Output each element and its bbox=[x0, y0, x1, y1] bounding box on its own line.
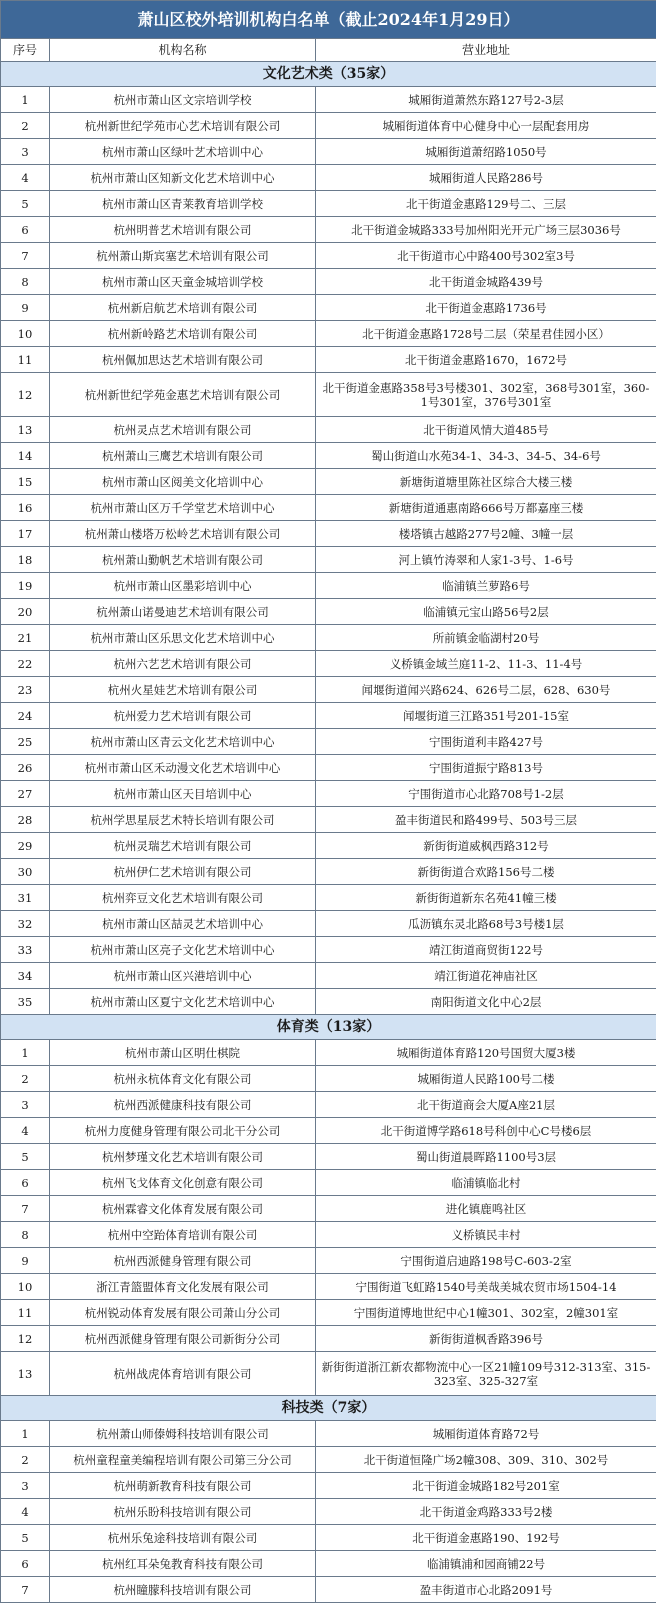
institution-name: 杭州萧山诺曼迪艺术培训有限公司 bbox=[50, 599, 316, 625]
institution-name: 杭州市萧山区绿叶艺术培训中心 bbox=[50, 139, 316, 165]
row-number: 10 bbox=[1, 1274, 50, 1300]
row-number: 35 bbox=[1, 989, 50, 1015]
institution-name: 杭州新岭路艺术培训有限公司 bbox=[50, 321, 316, 347]
institution-name: 杭州市萧山区青云文化艺术培训中心 bbox=[50, 729, 316, 755]
table-row bbox=[1, 1222, 656, 1248]
business-address: 闻堰街道闻兴路624、626号二层，628、630号 bbox=[316, 677, 656, 703]
table-row bbox=[1, 217, 656, 243]
row-number: 14 bbox=[1, 443, 50, 469]
business-address: 靖江街道商贸街122号 bbox=[316, 937, 656, 963]
section-row bbox=[1, 1396, 656, 1421]
section-row bbox=[1, 62, 656, 87]
row-number: 7 bbox=[1, 1577, 50, 1603]
business-address: 北干街道金城路182号201室 bbox=[316, 1473, 656, 1499]
institution-name: 杭州萧山楼塔万松岭艺术培训有限公司 bbox=[50, 521, 316, 547]
table-row bbox=[1, 139, 656, 165]
row-number: 9 bbox=[1, 1248, 50, 1274]
business-address: 新塘街道塘里陈社区综合大楼三楼 bbox=[316, 469, 656, 495]
institution-name: 杭州市萧山区夏宁文化艺术培训中心 bbox=[50, 989, 316, 1015]
business-address: 北干街道金惠路129号二、三层 bbox=[316, 191, 656, 217]
row-number: 4 bbox=[1, 165, 50, 191]
institution-name: 杭州六艺艺术培训有限公司 bbox=[50, 651, 316, 677]
table-row bbox=[1, 1447, 656, 1473]
table-row bbox=[1, 1300, 656, 1326]
section-row bbox=[1, 1015, 656, 1040]
row-number: 34 bbox=[1, 963, 50, 989]
row-number: 12 bbox=[1, 373, 50, 417]
row-number: 11 bbox=[1, 347, 50, 373]
table-row bbox=[1, 989, 656, 1015]
business-address: 蜀山街道山水苑34-1、34-3、34-5、34-6号 bbox=[316, 443, 656, 469]
business-address: 宁围街道博地世纪中心1幢301、302室，2幢301室 bbox=[316, 1300, 656, 1326]
business-address: 所前镇金临湖村20号 bbox=[316, 625, 656, 651]
row-number: 12 bbox=[1, 1326, 50, 1352]
institution-name: 杭州乐盼科技培训有限公司 bbox=[50, 1499, 316, 1525]
table-row bbox=[1, 1499, 656, 1525]
business-address: 城厢街道萧绍路1050号 bbox=[316, 139, 656, 165]
business-address: 北干街道金惠路1736号 bbox=[316, 295, 656, 321]
table-row bbox=[1, 1040, 656, 1066]
row-number: 3 bbox=[1, 1473, 50, 1499]
business-address: 临浦镇元宝山路56号2层 bbox=[316, 599, 656, 625]
institution-name: 杭州红耳朵兔教育科技有限公司 bbox=[50, 1551, 316, 1577]
row-number: 20 bbox=[1, 599, 50, 625]
business-address: 盈丰街道民和路499号、503号三层 bbox=[316, 807, 656, 833]
business-address: 宁围街道启迪路198号C-603-2室 bbox=[316, 1248, 656, 1274]
business-address: 河上镇竹涛翠和人家1-3号、1-6号 bbox=[316, 547, 656, 573]
institution-name: 杭州弈豆文化艺术培训有限公司 bbox=[50, 885, 316, 911]
table-row bbox=[1, 599, 656, 625]
institution-name: 杭州市萧山区万千学堂艺术培训中心 bbox=[50, 495, 316, 521]
table-row bbox=[1, 833, 656, 859]
institution-name: 杭州市萧山区墨彩培训中心 bbox=[50, 573, 316, 599]
table-row bbox=[1, 1525, 656, 1551]
row-number: 22 bbox=[1, 651, 50, 677]
institution-name: 杭州市萧山区兴港培训中心 bbox=[50, 963, 316, 989]
business-address: 宁围街道市心北路708号1-2层 bbox=[316, 781, 656, 807]
table-row bbox=[1, 1326, 656, 1352]
table-row bbox=[1, 963, 656, 989]
row-number: 7 bbox=[1, 1196, 50, 1222]
business-address: 城厢街道人民路286号 bbox=[316, 165, 656, 191]
row-number: 3 bbox=[1, 139, 50, 165]
institution-name: 杭州西派健身管理有限公司新街分公司 bbox=[50, 1326, 316, 1352]
row-number: 30 bbox=[1, 859, 50, 885]
institution-name: 杭州瞳朦科技培训有限公司 bbox=[50, 1577, 316, 1603]
table-row bbox=[1, 703, 656, 729]
institution-name: 杭州新启航艺术培训有限公司 bbox=[50, 295, 316, 321]
business-address: 新街街道新东名苑41幢三楼 bbox=[316, 885, 656, 911]
table-row bbox=[1, 1196, 656, 1222]
business-address: 义桥镇民丰村 bbox=[316, 1222, 656, 1248]
institution-name: 浙江青篮盟体育文化发展有限公司 bbox=[50, 1274, 316, 1300]
table-row bbox=[1, 417, 656, 443]
row-number: 13 bbox=[1, 417, 50, 443]
business-address: 楼塔镇古越路277号2幢、3幢一层 bbox=[316, 521, 656, 547]
business-address: 北干街道金惠路358号3号楼301、302室，368号301室，360-1号301室，376号301室 bbox=[316, 373, 656, 417]
institution-name: 杭州飞戈体育文化创意有限公司 bbox=[50, 1170, 316, 1196]
business-address: 城厢街道体育路72号 bbox=[316, 1421, 656, 1447]
table-row bbox=[1, 1092, 656, 1118]
table-row bbox=[1, 1421, 656, 1447]
institution-name: 杭州新世纪学苑市心艺术培训有限公司 bbox=[50, 113, 316, 139]
business-address: 进化镇鹿鸣社区 bbox=[316, 1196, 656, 1222]
row-number: 28 bbox=[1, 807, 50, 833]
table-row bbox=[1, 729, 656, 755]
row-number: 10 bbox=[1, 321, 50, 347]
institution-name: 杭州萧山勤帆艺术培训有限公司 bbox=[50, 547, 316, 573]
row-number: 8 bbox=[1, 269, 50, 295]
institution-name: 杭州市萧山区青莱教育培训学校 bbox=[50, 191, 316, 217]
business-address: 城厢街道体育路120号国贸大厦3楼 bbox=[316, 1040, 656, 1066]
business-address: 北干街道金城路333号加州阳光开元广场三层3036号 bbox=[316, 217, 656, 243]
institution-name: 杭州市萧山区明仕棋院 bbox=[50, 1040, 316, 1066]
business-address: 城厢街道萧然东路127号2-3层 bbox=[316, 87, 656, 113]
table-row bbox=[1, 443, 656, 469]
table-row bbox=[1, 1144, 656, 1170]
business-address: 北干街道博学路618号科创中心C号楼6层 bbox=[316, 1118, 656, 1144]
row-number: 24 bbox=[1, 703, 50, 729]
business-address: 临浦镇兰萝路6号 bbox=[316, 573, 656, 599]
institution-name: 杭州市萧山区喆灵艺术培训中心 bbox=[50, 911, 316, 937]
row-number: 4 bbox=[1, 1499, 50, 1525]
header-row bbox=[1, 39, 656, 62]
row-number: 4 bbox=[1, 1118, 50, 1144]
row-number: 9 bbox=[1, 295, 50, 321]
institution-name: 杭州火星娃艺术培训有限公司 bbox=[50, 677, 316, 703]
institution-name: 杭州中空跆体育培训有限公司 bbox=[50, 1222, 316, 1248]
business-address: 北干街道恒隆广场2幢308、309、310、302号 bbox=[316, 1447, 656, 1473]
institution-name: 杭州灵瑞艺术培训有限公司 bbox=[50, 833, 316, 859]
table-row bbox=[1, 113, 656, 139]
institution-name: 杭州学思星辰艺术特长培训有限公司 bbox=[50, 807, 316, 833]
table-row bbox=[1, 165, 656, 191]
business-address: 北干街道金城路439号 bbox=[316, 269, 656, 295]
institution-name: 杭州佩加思达艺术培训有限公司 bbox=[50, 347, 316, 373]
institution-name: 杭州战虎体育培训有限公司 bbox=[50, 1352, 316, 1396]
business-address: 南阳街道文化中心2层 bbox=[316, 989, 656, 1015]
table-row bbox=[1, 1248, 656, 1274]
table-row bbox=[1, 1352, 656, 1396]
institution-name: 杭州霖睿文化体育发展有限公司 bbox=[50, 1196, 316, 1222]
table-row bbox=[1, 781, 656, 807]
business-address: 瓜沥镇东灵北路68号3号楼1层 bbox=[316, 911, 656, 937]
table-row bbox=[1, 321, 656, 347]
institution-name: 杭州市萧山区亮子文化艺术培训中心 bbox=[50, 937, 316, 963]
institution-name: 杭州童程童美编程培训有限公司第三分公司 bbox=[50, 1447, 316, 1473]
business-address: 临浦镇临北村 bbox=[316, 1170, 656, 1196]
institution-name: 杭州永杭体育文化有限公司 bbox=[50, 1066, 316, 1092]
table-row bbox=[1, 807, 656, 833]
institution-name: 杭州市萧山区天目培训中心 bbox=[50, 781, 316, 807]
row-number: 2 bbox=[1, 1447, 50, 1473]
table-row bbox=[1, 373, 656, 417]
row-number: 16 bbox=[1, 495, 50, 521]
business-address: 宁围街道飞虹路1540号美哉美城农贸市场1504-14 bbox=[316, 1274, 656, 1300]
business-address: 新街街道威枫西路312号 bbox=[316, 833, 656, 859]
table-row bbox=[1, 885, 656, 911]
row-number: 1 bbox=[1, 87, 50, 113]
table-row bbox=[1, 87, 656, 113]
table-row bbox=[1, 1473, 656, 1499]
table-row bbox=[1, 243, 656, 269]
table-row bbox=[1, 269, 656, 295]
row-number: 27 bbox=[1, 781, 50, 807]
institution-name: 杭州明普艺术培训有限公司 bbox=[50, 217, 316, 243]
institution-name: 杭州西派健康科技有限公司 bbox=[50, 1092, 316, 1118]
table-row bbox=[1, 191, 656, 217]
table-row bbox=[1, 1551, 656, 1577]
table-row bbox=[1, 859, 656, 885]
table-row bbox=[1, 295, 656, 321]
table-row bbox=[1, 677, 656, 703]
row-number: 32 bbox=[1, 911, 50, 937]
row-number: 8 bbox=[1, 1222, 50, 1248]
row-number: 1 bbox=[1, 1040, 50, 1066]
row-number: 11 bbox=[1, 1300, 50, 1326]
institution-name: 杭州爱力艺术培训有限公司 bbox=[50, 703, 316, 729]
section-title: 体育类（13家） bbox=[1, 1015, 656, 1040]
institution-name: 杭州市萧山区阅美文化培训中心 bbox=[50, 469, 316, 495]
table-row bbox=[1, 521, 656, 547]
business-address: 新街街道枫香路396号 bbox=[316, 1326, 656, 1352]
business-address: 新街街道合欢路156号二楼 bbox=[316, 859, 656, 885]
institution-name: 杭州灵点艺术培训有限公司 bbox=[50, 417, 316, 443]
business-address: 北干街道商会大厦A座21层 bbox=[316, 1092, 656, 1118]
row-number: 23 bbox=[1, 677, 50, 703]
row-number: 26 bbox=[1, 755, 50, 781]
row-number: 17 bbox=[1, 521, 50, 547]
table-row bbox=[1, 1118, 656, 1144]
business-address: 城厢街道体育中心健身中心一层配套用房 bbox=[316, 113, 656, 139]
business-address: 北干街道风情大道485号 bbox=[316, 417, 656, 443]
row-number: 13 bbox=[1, 1352, 50, 1396]
business-address: 义桥镇金域兰庭11-2、11-3、11-4号 bbox=[316, 651, 656, 677]
institution-name: 杭州乐兔途科技培训有限公司 bbox=[50, 1525, 316, 1551]
table-row bbox=[1, 547, 656, 573]
table-row bbox=[1, 937, 656, 963]
row-number: 5 bbox=[1, 191, 50, 217]
table-row bbox=[1, 755, 656, 781]
business-address: 靖江街道花神庙社区 bbox=[316, 963, 656, 989]
business-address: 北干街道市心中路400号302室3号 bbox=[316, 243, 656, 269]
business-address: 宁围街道振宁路813号 bbox=[316, 755, 656, 781]
institution-name: 杭州萧山斯宾塞艺术培训有限公司 bbox=[50, 243, 316, 269]
institution-name: 杭州市萧山区禾动漫文化艺术培训中心 bbox=[50, 755, 316, 781]
institution-name: 杭州锐动体育发展有限公司萧山分公司 bbox=[50, 1300, 316, 1326]
row-number: 18 bbox=[1, 547, 50, 573]
business-address: 蜀山街道晨晖路1100号3层 bbox=[316, 1144, 656, 1170]
institution-name: 杭州萧山三鹰艺术培训有限公司 bbox=[50, 443, 316, 469]
row-number: 1 bbox=[1, 1421, 50, 1447]
business-address: 临浦镇浦和园商铺22号 bbox=[316, 1551, 656, 1577]
table-row bbox=[1, 651, 656, 677]
header-name: 机构名称 bbox=[50, 39, 316, 62]
row-number: 19 bbox=[1, 573, 50, 599]
row-number: 33 bbox=[1, 937, 50, 963]
institution-name: 杭州伊仁艺术培训有限公司 bbox=[50, 859, 316, 885]
institution-name: 杭州萧山师傣姆科技培训有限公司 bbox=[50, 1421, 316, 1447]
row-number: 31 bbox=[1, 885, 50, 911]
business-address: 北干街道金惠路1728号二层（荣星君佳园小区） bbox=[316, 321, 656, 347]
row-number: 5 bbox=[1, 1525, 50, 1551]
table-row bbox=[1, 347, 656, 373]
table-row bbox=[1, 469, 656, 495]
business-address: 新街街道浙江新农都物流中心一区21幢109号312-313室、315-323室、325-327室 bbox=[316, 1352, 656, 1396]
row-number: 6 bbox=[1, 1170, 50, 1196]
business-address: 北干街道金惠路190、192号 bbox=[316, 1525, 656, 1551]
business-address: 城厢街道人民路100号二楼 bbox=[316, 1066, 656, 1092]
institution-name: 杭州力度健身管理有限公司北干分公司 bbox=[50, 1118, 316, 1144]
institution-name: 杭州梦瑾文化艺术培训有限公司 bbox=[50, 1144, 316, 1170]
institution-name: 杭州新世纪学苑金惠艺术培训有限公司 bbox=[50, 373, 316, 417]
table-row bbox=[1, 1066, 656, 1092]
institution-name: 杭州萌新教育科技有限公司 bbox=[50, 1473, 316, 1499]
row-number: 6 bbox=[1, 1551, 50, 1577]
business-address: 新塘街道通惠南路666号万都嘉座三楼 bbox=[316, 495, 656, 521]
institution-name: 杭州市萧山区天童金城培训学校 bbox=[50, 269, 316, 295]
table-row bbox=[1, 1170, 656, 1196]
institution-name: 杭州市萧山区知新文化艺术培训中心 bbox=[50, 165, 316, 191]
page-title: 萧山区校外培训机构白名单（截止2024年1月29日） bbox=[1, 1, 656, 39]
row-number: 21 bbox=[1, 625, 50, 651]
table-row bbox=[1, 625, 656, 651]
row-number: 29 bbox=[1, 833, 50, 859]
row-number: 5 bbox=[1, 1144, 50, 1170]
row-number: 25 bbox=[1, 729, 50, 755]
table-row bbox=[1, 1577, 656, 1603]
business-address: 北干街道金鸡路333号2楼 bbox=[316, 1499, 656, 1525]
table-row bbox=[1, 495, 656, 521]
business-address: 闻堰街道三江路351号201-15室 bbox=[316, 703, 656, 729]
institution-name: 杭州西派健身管理有限公司 bbox=[50, 1248, 316, 1274]
table-row bbox=[1, 1274, 656, 1300]
institution-name: 杭州市萧山区乐思文化艺术培训中心 bbox=[50, 625, 316, 651]
row-number: 7 bbox=[1, 243, 50, 269]
row-number: 2 bbox=[1, 113, 50, 139]
business-address: 盈丰街道市心北路2091号 bbox=[316, 1577, 656, 1603]
section-title: 科技类（7家） bbox=[1, 1396, 656, 1421]
row-number: 6 bbox=[1, 217, 50, 243]
title-row bbox=[1, 1, 656, 39]
table-row bbox=[1, 911, 656, 937]
row-number: 3 bbox=[1, 1092, 50, 1118]
section-title: 文化艺术类（35家） bbox=[1, 62, 656, 87]
header-address: 营业地址 bbox=[316, 39, 656, 62]
institution-name: 杭州市萧山区文宗培训学校 bbox=[50, 87, 316, 113]
business-address: 北干街道金惠路1670，1672号 bbox=[316, 347, 656, 373]
header-no: 序号 bbox=[1, 39, 50, 62]
row-number: 2 bbox=[1, 1066, 50, 1092]
row-number: 15 bbox=[1, 469, 50, 495]
business-address: 宁围街道利丰路427号 bbox=[316, 729, 656, 755]
table-row bbox=[1, 573, 656, 599]
